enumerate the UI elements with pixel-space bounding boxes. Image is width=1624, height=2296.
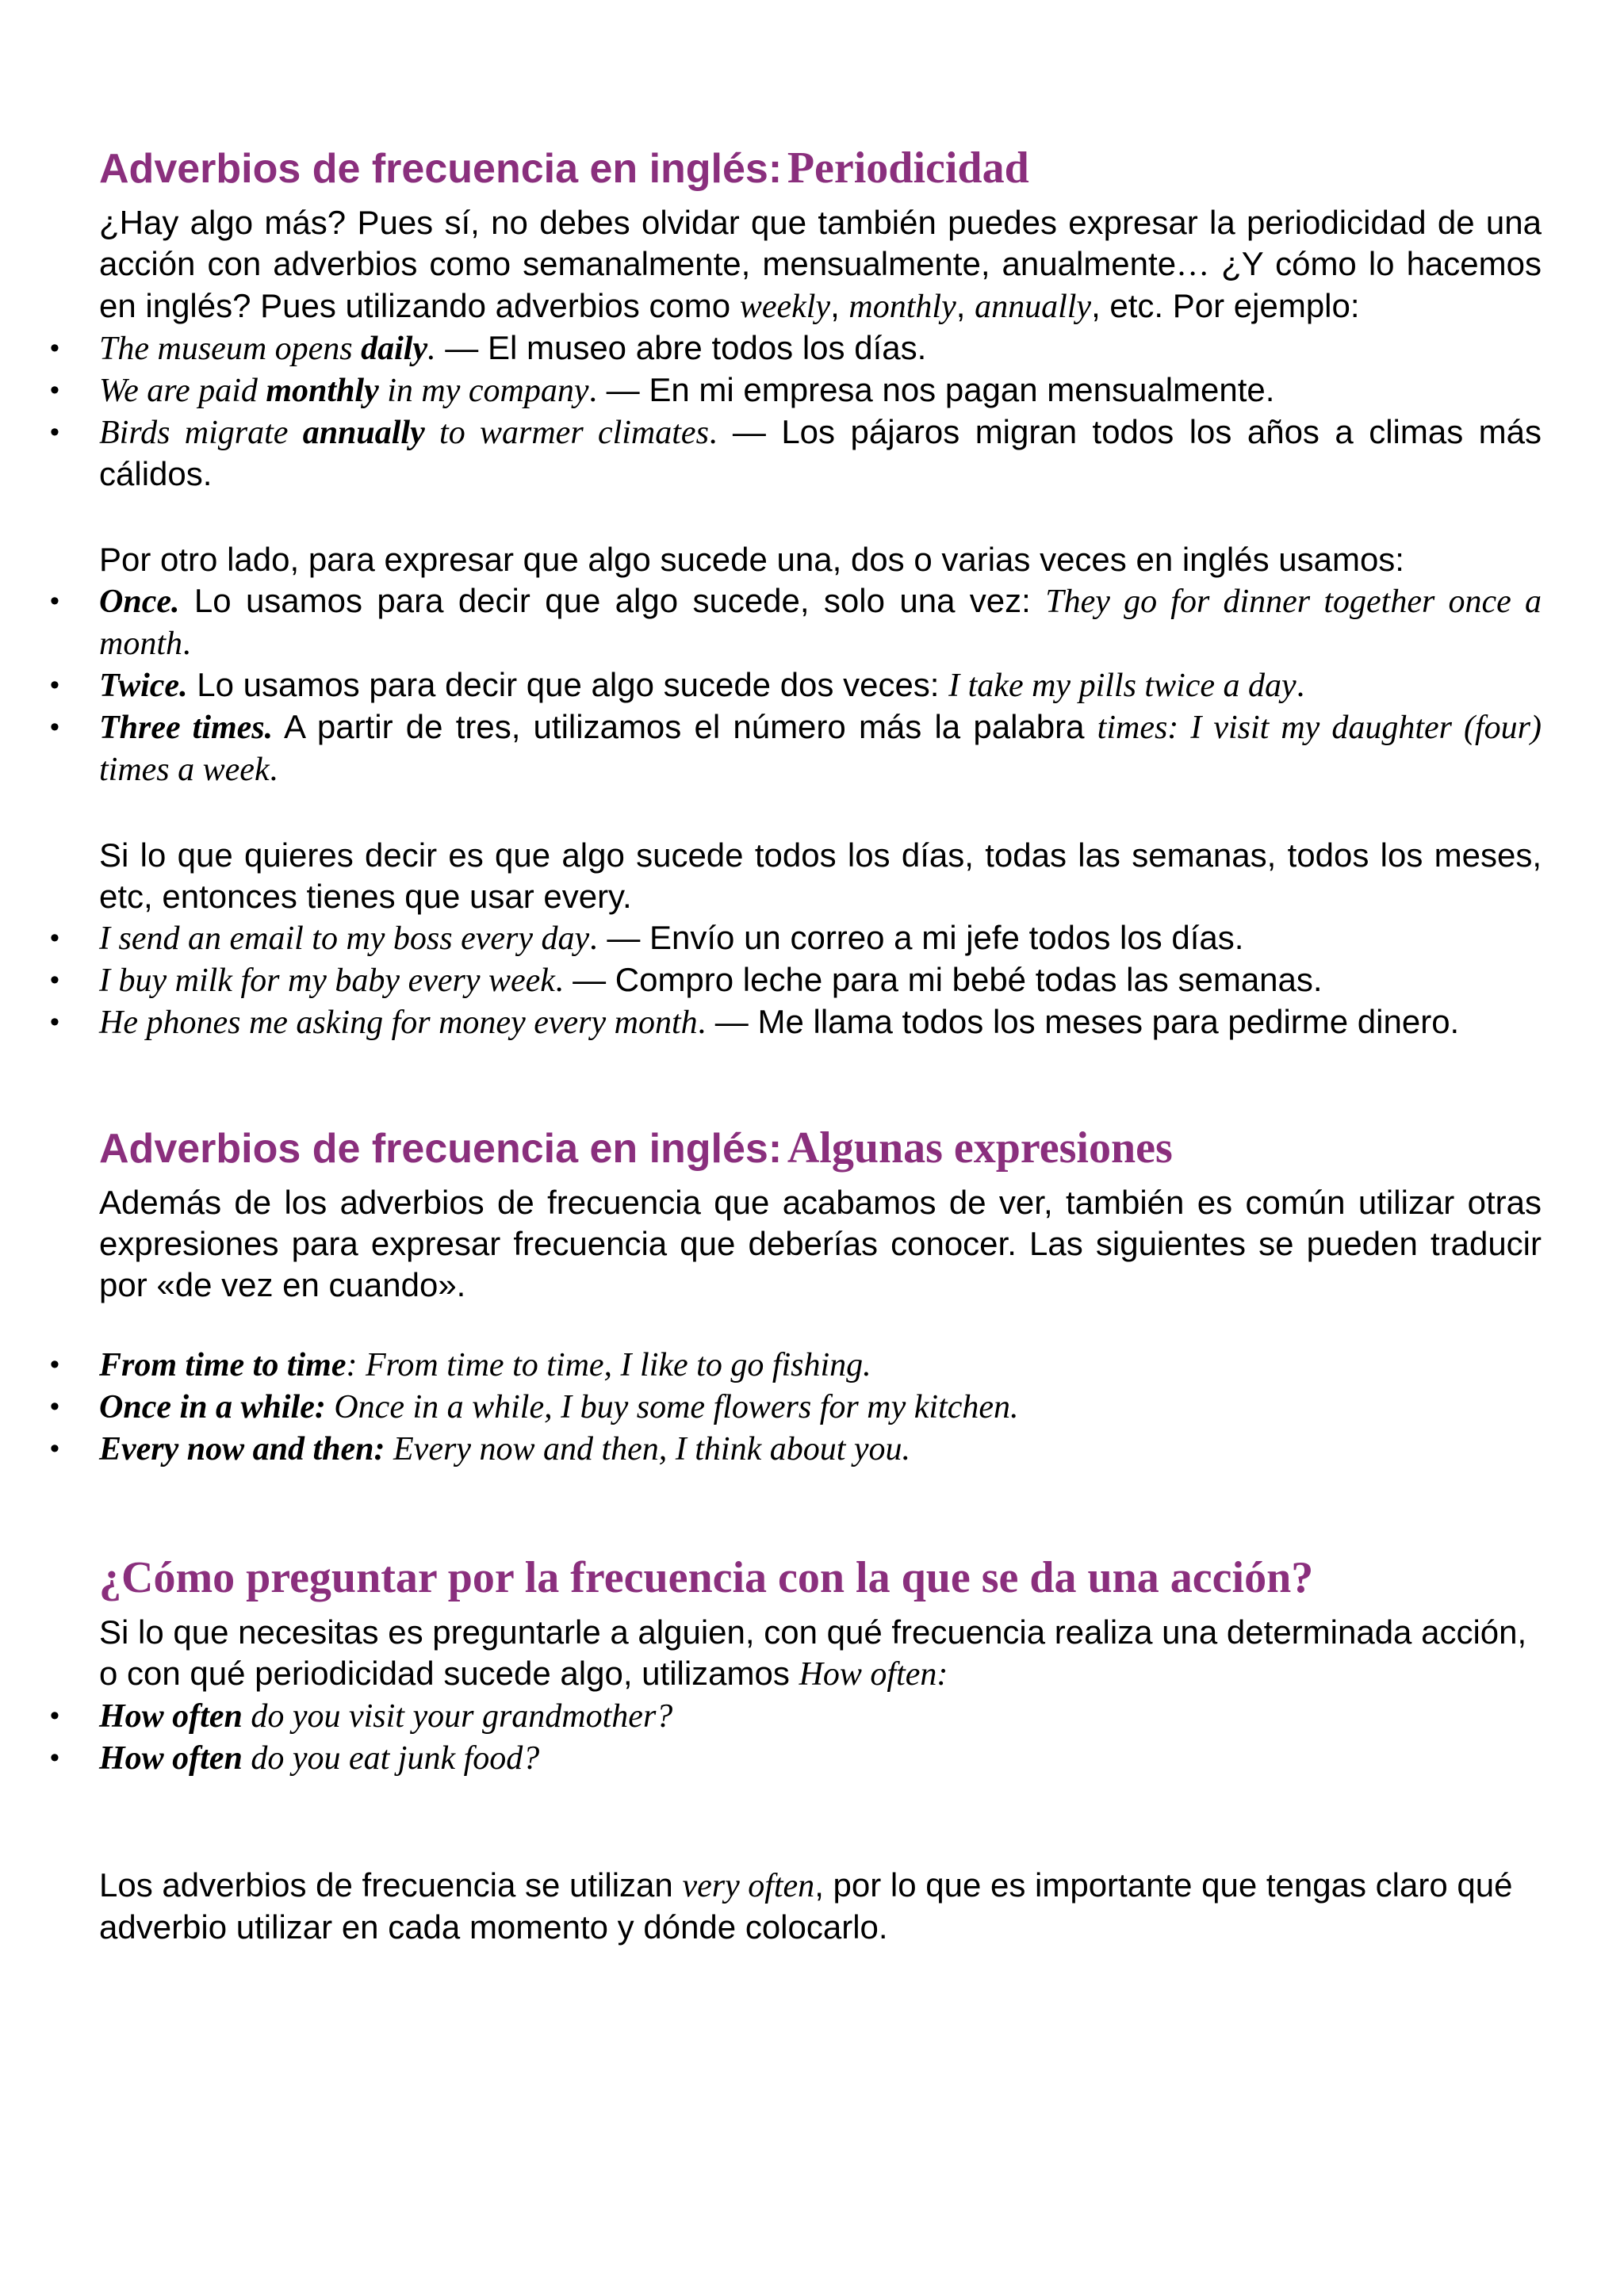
how-often-intro: Si lo que necesitas es preguntarle a alguien, con qué frecuencia realiza una determinada acción, o con qué periodicidad sucede algo, utilizamos How often:: [99, 1613, 1527, 1693]
expressions-list: [99, 1344, 1542, 1470]
list-item: • I buy milk for my baby every week. — Compro leche para mi bebé todas las semanas.: [99, 959, 1542, 1001]
every-intro: Si lo que quieres decir es que algo sucede todos los días, todas las semanas, todos los meses, etc, entonces tienes que usar every.: [99, 836, 1542, 915]
repetition-examples-list: [99, 580, 1542, 790]
periodicidad-intro: ¿Hay algo más? Pues sí, no debes olvidar que también puedes expresar la periodicidad de una acción con adverbios como semanalmente, mensualmente, anualmente… ¿Y cómo lo hacemos en inglés? Pues utilizando adverbios como weekly, monthly, annually, etc. Por ejemplo:: [99, 204, 1542, 325]
section-heading-periodicidad: Adverbios de frecuencia en inglés: Periodicidad: [99, 144, 1029, 193]
section-heading-how-often: ¿Cómo preguntar por la frecuencia con la que se da una acción?: [99, 1553, 1314, 1602]
list-item: • The museum opens daily. — El museo abre todos los días.: [99, 327, 1542, 369]
list-item: • I send an email to my boss every day. — Envío un correo a mi jefe todos los días.: [99, 917, 1542, 959]
list-item: • How often do you visit your grandmother?: [99, 1695, 1542, 1737]
list-item: • Twice. Lo usamos para decir que algo sucede dos veces: I take my pills twice a day.: [99, 664, 1542, 706]
list-item: • Once in a while: Once in a while, I buy some flowers for my kitchen.: [99, 1386, 1542, 1428]
how-often-list: [99, 1695, 1542, 1779]
list-item: • Three times. A partir de tres, utilizamos el número más la palabra times: I visit my daughter (four) times a week.: [99, 706, 1542, 790]
every-examples-list: [99, 917, 1542, 1043]
repetition-intro: Por otro lado, para expresar que algo sucede una, dos o varias veces en inglés usamos:: [99, 541, 1404, 578]
list-item: • Birds migrate annually to warmer climates. — Los pájaros migran todos los años a climas más cálidos.: [99, 411, 1542, 495]
list-item: • We are paid monthly in my company. — En mi empresa nos pagan mensualmente.: [99, 369, 1542, 411]
section-heading-expresiones: Adverbios de frecuencia en inglés: Algunas expresiones: [99, 1123, 1173, 1173]
list-item: • He phones me asking for money every month. — Me llama todos los meses para pedirme dinero.: [99, 1001, 1542, 1043]
list-item: • From time to time: From time to time, I like to go fishing.: [99, 1344, 1542, 1386]
expresiones-intro: Además de los adverbios de frecuencia que acabamos de ver, también es común utilizar otras expresiones para expresar frecuencia que deberías conocer. Las siguientes se pueden traducir por «de vez en cuando».: [99, 1184, 1542, 1303]
periodicity-examples-list: [99, 327, 1542, 495]
closing-paragraph: Los adverbios de frecuencia se utilizan very often, por lo que es importante que tengas claro qué adverbio utilizar en cada momento y dónde colocarlo.: [99, 1866, 1513, 1946]
list-item: • How often do you eat junk food?: [99, 1737, 1542, 1779]
list-item: • Once. Lo usamos para decir que algo sucede, solo una vez: They go for dinner together once a month.: [99, 580, 1542, 664]
list-item: • Every now and then: Every now and then, I think about you.: [99, 1428, 1542, 1470]
